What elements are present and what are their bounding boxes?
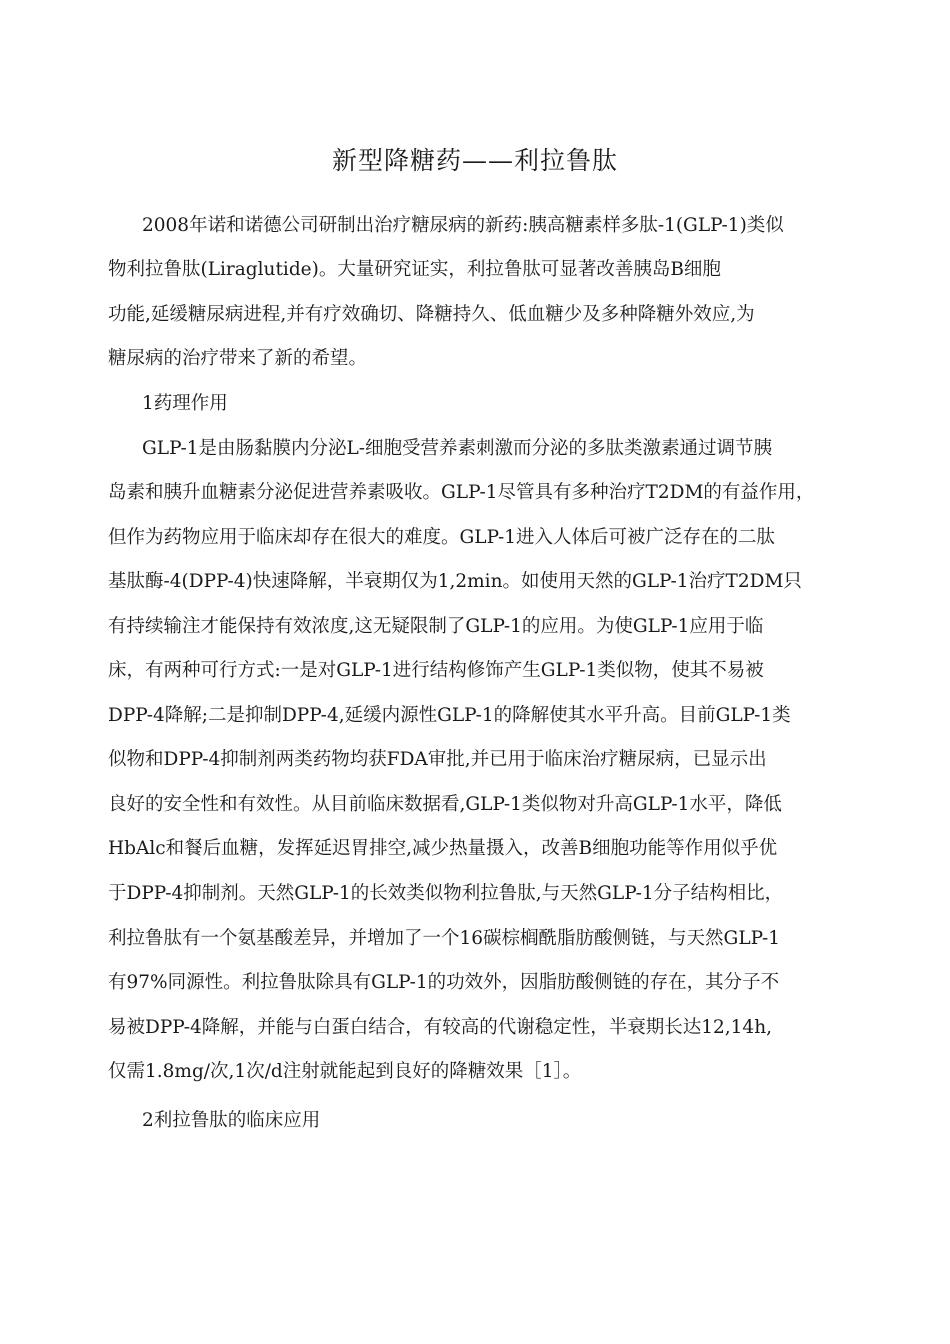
section-1-line-11: 于DPP-4抑制剂。天然GLP-1的长效类似物利拉鲁肽,与天然GLP-1分子结构相比， <box>108 883 784 904</box>
section-1-line-7: DPP-4降解;二是抑制DPP-4,延缓内源性GLP-1的降解使其水平升高。目前GLP-1类 <box>108 705 791 726</box>
document-title: 新型降糖药——利拉鲁肽 <box>331 146 618 175</box>
section-1-line-1: GLP-1是由肠黏膜内分泌L-细胞受营养素刺激而分泌的多肽类激素通过调节胰 <box>142 438 773 459</box>
section-1-heading: 1药理作用 <box>142 393 228 414</box>
section-1-line-6: 床，有两种可行方式:一是对GLP-1进行结构修饰产生GLP-1类似物，使其不易被 <box>108 660 764 681</box>
section-1-line-15: 仅需1.8mg/次,1次/d注射就能起到良好的降糖效果［1］。 <box>108 1061 582 1082</box>
intro-line-4: 糖尿病的治疗带来了新的希望。 <box>108 348 368 369</box>
section-1-line-13: 有97%同源性。利拉鲁肽除具有GLP-1的功效外，因脂肪酸侧链的存在，其分子不 <box>108 972 780 993</box>
section-1-line-12: 利拉鲁肽有一个氨基酸差异，并增加了一个16碳棕榈酰脂肪酸侧链，与天然GLP-1 <box>108 928 781 949</box>
intro-line-2: 物利拉鲁肽(Liraglutide)。大量研究证实，利拉鲁肽可显著改善胰岛B细胞 <box>108 259 721 280</box>
section-1-line-10: HbAlc和餐后血糖，发挥延迟胃排空,减少热量摄入，改善B细胞功能等作用似乎优 <box>108 838 778 859</box>
section-1-line-3: 但作为药物应用于临床却存在很大的难度。GLP-1进入人体后可被广泛存在的二肽 <box>108 527 776 548</box>
intro-line-3: 功能,延缓糖尿病进程,并有疗效确切、降糖持久、低血糖少及多种降糖外效应,为 <box>108 304 755 325</box>
section-2-heading: 2利拉鲁肽的临床应用 <box>142 1110 321 1131</box>
section-1-line-4: 基肽酶-4(DPP-4)快速降解，半衰期仅为1,2min。如使用天然的GLP-1治疗T2DM只 <box>108 571 802 592</box>
section-1-line-14: 易被DPP-4降解，并能与白蛋白结合，有较高的代谢稳定性，半衰期长达12,14h, <box>108 1017 772 1038</box>
section-1-line-5: 有持续输注才能保持有效浓度,这无疑限制了GLP-1的应用。为使GLP-1应用于临 <box>108 616 764 637</box>
intro-line-1: 2008年诺和诺德公司研制出治疗糖尿病的新药:胰高糖素样多肽-1(GLP-1)类似 <box>142 215 784 236</box>
section-1-line-9: 良好的安全性和有效性。从目前临床数据看,GLP-1类似物对升高GLP-1水平，降低 <box>108 794 782 815</box>
section-1-line-8: 似物和DPP-4抑制剂两类药物均获FDA审批,并已用于临床治疗糖尿病，已显示出 <box>108 749 767 770</box>
section-1-line-2: 岛素和胰升血糖素分泌促进营养素吸收。GLP-1尽管具有多种治疗T2DM的有益作用， <box>108 482 815 503</box>
